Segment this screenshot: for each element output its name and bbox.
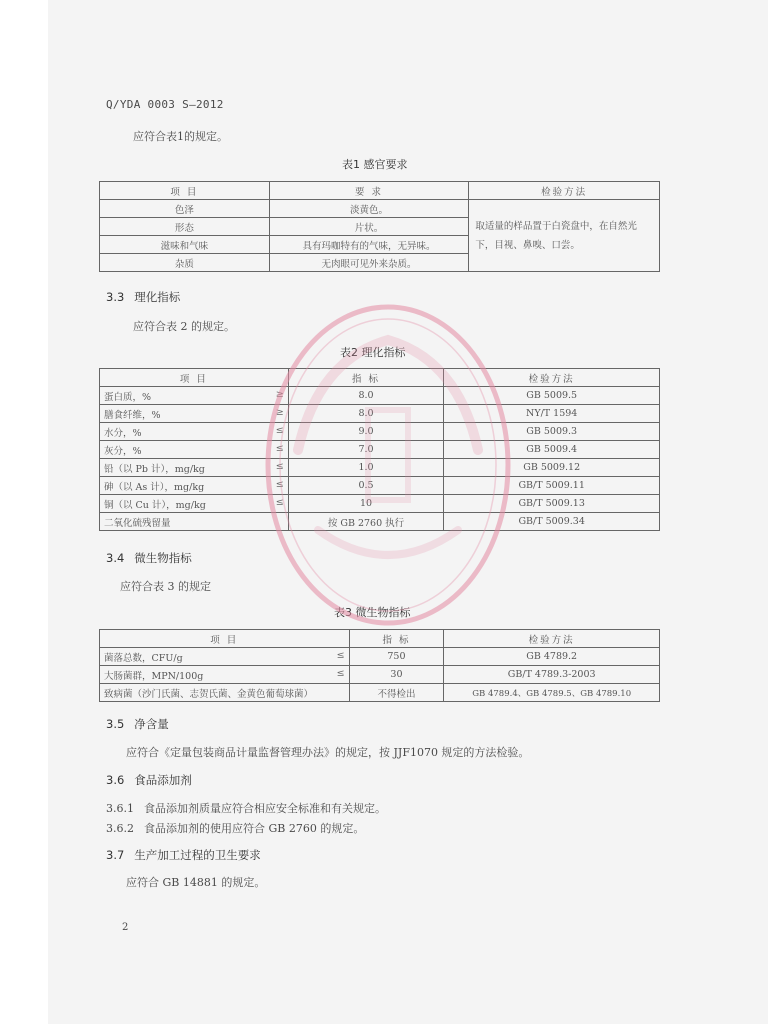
section-3-5-heading [106, 716, 169, 732]
section-number: 3.4 [106, 551, 125, 565]
table2-method: GB/T 5009.13 [444, 495, 660, 513]
table2-header-item: 项 目 [100, 369, 289, 387]
table3-value: 不得检出 [349, 684, 444, 702]
operator: ≤ [275, 496, 284, 508]
clause-3-6-1 [106, 800, 386, 816]
clause-text: 食品添加剂质量应符合相应安全标准和有关规定。 [144, 802, 386, 815]
hygiene-requirement-text: 应符合 GB 14881 的规定。 [126, 876, 266, 889]
table2-method: GB 5009.3 [444, 423, 660, 441]
table2-header-index: 指 标 [288, 369, 444, 387]
table1-caption: 表1 感官要求 [342, 158, 408, 171]
table2-method: GB/T 5009.11 [444, 477, 660, 495]
operator: ≤ [336, 649, 345, 661]
table2-item: 膳食纤维，% ≥ [100, 405, 289, 423]
clause-3-6-2 [106, 820, 364, 836]
table2-item: 水分，% ≤ [100, 423, 289, 441]
section-title: 生产加工过程的卫生要求 [134, 848, 261, 862]
page-number: 2 [122, 922, 129, 933]
table1-reference: 应符合表1的规定。 [133, 130, 228, 143]
section-number: 3.5 [106, 717, 125, 731]
table3-method: GB 4789.2 [444, 648, 660, 666]
table1-item: 色泽 [100, 200, 270, 218]
clause-number: 3.6.1 [106, 802, 134, 815]
table2-caption: 表2 理化指标 [340, 346, 406, 359]
operator: ≥ [275, 388, 284, 400]
table2-value: 10 [288, 495, 444, 513]
section-number: 3.6 [106, 773, 125, 787]
clause-number: 3.6.2 [106, 822, 134, 835]
table2-method: GB 5009.4 [444, 441, 660, 459]
operator: ≤ [275, 460, 284, 472]
table2-method: NY/T 1594 [444, 405, 660, 423]
table2-value: 1.0 [288, 459, 444, 477]
table2-method: GB 5009.5 [444, 387, 660, 405]
table3-method: GB 4789.4、GB 4789.5、GB 4789.10 [444, 684, 660, 702]
table2-item: 铜（以 Cu 计），mg/kg ≤ [100, 495, 289, 513]
table1-header-item: 项 目 [100, 182, 270, 200]
table3-value: 30 [349, 666, 444, 684]
table2-value: 8.0 [288, 405, 444, 423]
table3-reference: 应符合表 3 的规定 [120, 580, 211, 593]
table3-item: 致病菌（沙门氏菌、志贺氏菌、金黄色葡萄球菌） [100, 684, 350, 702]
section-3-4-heading [106, 550, 192, 566]
operator: ≤ [275, 424, 284, 436]
section-title: 理化指标 [134, 290, 181, 304]
table3-method: GB/T 4789.3-2003 [444, 666, 660, 684]
table2-header-method: 检验方法 [444, 369, 660, 387]
table2-value: 按 GB 2760 执行 [288, 513, 444, 531]
table3-value: 750 [349, 648, 444, 666]
section-title: 净含量 [134, 717, 169, 731]
table1-requirement: 片状。 [269, 218, 469, 236]
table2-item: 灰分，% ≤ [100, 441, 289, 459]
table1-sensory [99, 181, 660, 272]
section-number: 3.3 [106, 290, 125, 304]
table3-header-index: 指 标 [349, 630, 444, 648]
table2-method: GB 5009.12 [444, 459, 660, 477]
table1-item: 杂质 [100, 254, 270, 272]
section-3-6-heading [106, 772, 192, 788]
table2-physicochemical [99, 368, 660, 531]
section-3-7-heading [106, 847, 261, 863]
table2-value: 8.0 [288, 387, 444, 405]
clause-text: 食品添加剂的使用应符合 GB 2760 的规定。 [144, 822, 365, 835]
table2-reference: 应符合表 2 的规定。 [133, 320, 235, 333]
table1-header-requirement: 要 求 [269, 182, 469, 200]
table2-value: 0.5 [288, 477, 444, 495]
table1-requirement: 具有玛咖特有的气味，无异味。 [269, 236, 469, 254]
section-3-3-heading [106, 289, 180, 305]
section-title: 微生物指标 [134, 551, 192, 565]
operator: ≤ [275, 442, 284, 454]
section-title: 食品添加剂 [134, 773, 192, 787]
table1-requirement: 无肉眼可见外来杂质。 [269, 254, 469, 272]
table3-header-item: 项 目 [100, 630, 350, 648]
section-number: 3.7 [106, 848, 125, 862]
table3-item: 大肠菌群，MPN/100g ≤ [100, 666, 350, 684]
table2-item: 砷（以 As 计），mg/kg ≤ [100, 477, 289, 495]
table1-item: 滋味和气味 [100, 236, 270, 254]
table2-value: 9.0 [288, 423, 444, 441]
table3-caption: 表3 微生物指标 [334, 606, 411, 619]
operator: ≥ [275, 406, 284, 418]
table1-header-method: 检验方法 [469, 182, 660, 200]
table3-microbiological [99, 629, 660, 702]
table1-item: 形态 [100, 218, 270, 236]
table1-method: 取适量的样品置于白瓷盘中，在自然光下，目视、鼻嗅、口尝。 [469, 200, 660, 272]
standard-code: Q/YDA 0003 S—2012 [106, 98, 224, 111]
table2-item: 二氧化硫残留量 [100, 513, 289, 531]
operator: ≤ [275, 478, 284, 490]
table2-item: 蛋白质，% ≥ [100, 387, 289, 405]
table2-item: 铅（以 Pb 计），mg/kg ≤ [100, 459, 289, 477]
operator: ≤ [336, 667, 345, 679]
table1-requirement: 淡黄色。 [269, 200, 469, 218]
table2-method: GB/T 5009.34 [444, 513, 660, 531]
net-content-text: 应符合《定量包装商品计量监督管理办法》的规定，按 JJF1070 规定的方法检验。 [126, 746, 530, 759]
table2-value: 7.0 [288, 441, 444, 459]
table3-item: 菌落总数，CFU/g ≤ [100, 648, 350, 666]
table3-header-method: 检验方法 [444, 630, 660, 648]
